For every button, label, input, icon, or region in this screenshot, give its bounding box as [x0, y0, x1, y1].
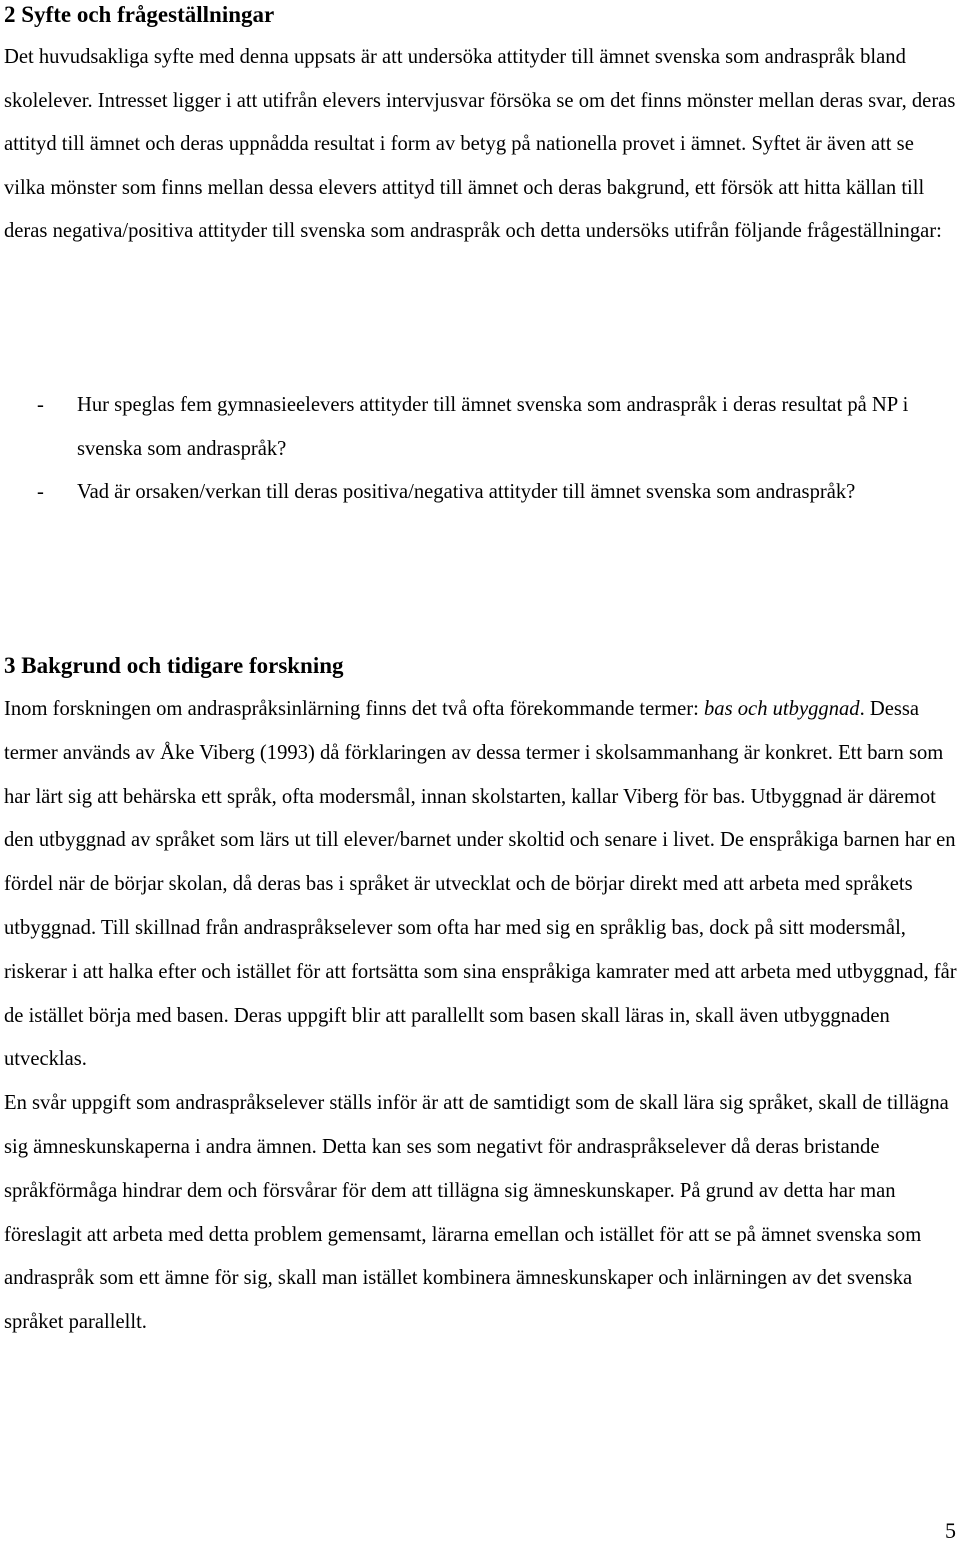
section-2-paragraph: Det huvudsakliga syfte med denna uppsats är att undersöka attityder till ämnet svenska som andraspråk bland skolelever. Intresset ligger i att utifrån elevers intervjusvar försöka se om det finns mönster mellan deras svar, deras attityd till ämnet och deras uppnådda resultat i form av betyg på nationella provet i ämnet. Syftet är även att se vilka mönster som finns mellan dessa elevers attityd till ämnet och deras bakgrund, ett försök att hitta källan till deras negativa/positiva attityder till svenska som andraspråk och detta undersöks utifrån följande frågeställningar:	[4, 46, 956, 243]
page-number: 5	[945, 1518, 956, 1543]
section-2-heading: 2 Syfte och frågeställningar	[4, 2, 275, 27]
research-question-text: Vad är orsaken/verkan till deras positiva/negativa attityder till ämnet svenska som andraspråk?	[77, 481, 856, 504]
list-dash-marker: -	[37, 394, 44, 416]
research-question-text: Hur speglas fem gymnasieelevers attityder till ämnet svenska som andraspråk i deras resultat på NP i svenska som andraspråk?	[77, 394, 909, 460]
research-question-2	[4, 471, 958, 515]
section-3-italic-terms: bas och utbyggnad	[704, 698, 860, 720]
research-question-1	[4, 384, 958, 471]
section-3-heading: 3 Bakgrund och tidigare forskning	[4, 653, 344, 678]
research-questions-list	[4, 384, 958, 515]
section-3-paragraph	[4, 688, 958, 1345]
section-3-second-paragraph: En svår uppgift som andraspråkselever ställs inför är att de samtidigt som de skall lära sig språket, skall de tillägna sig ämneskunskaperna i andra ämnen. Detta kan ses som negativt för andraspråkselever då deras bristande språkförmåga hindrar dem och försvårar för dem att tillägna sig ämneskunskaper. På grund av detta har man föreslagit att arbeta med detta problem gemensamt, lärarna emellan och istället för att se på ämnet svenska som andraspråk som ett ämne för sig, skall man istället kombinera ämneskunskaper och inlärningen av det svenska språket parallellt.	[4, 1092, 949, 1334]
section-3-body-text: . Dessa termer används av Åke Viberg (1993) då förklaringen av dessa termer i skolsammanhang är konkret. Ett barn som har lärt sig att behärska ett språk, ofta modersmål, innan skolstarten, kallar Viberg för bas. Utbyggnad är däremot den utbyggnad av språket som lärs ut till elever/barnet under skoltid och senare i livet. De enspråkiga barnen har en fördel när de börjar skolan, då deras bas i språket är utvecklat och de börjar direkt med att arbeta med språkets utbyggnad. Till skillnad från andraspråkselever som ofta har med sig en språklig bas, dock på sitt modersmål, riskerar i att halka efter och istället för att fortsätta som sina enspråkiga kamrater med att arbeta med utbyggnad, får de istället börja med basen. Deras uppgift blir att parallellt som basen skall läras in, skall även utbyggnaden utvecklas.	[4, 698, 957, 1071]
section-3-intro: Inom forskningen om andraspråksinlärning finns det två ofta förekommande termer:	[4, 698, 704, 720]
list-dash-marker: -	[37, 481, 44, 504]
